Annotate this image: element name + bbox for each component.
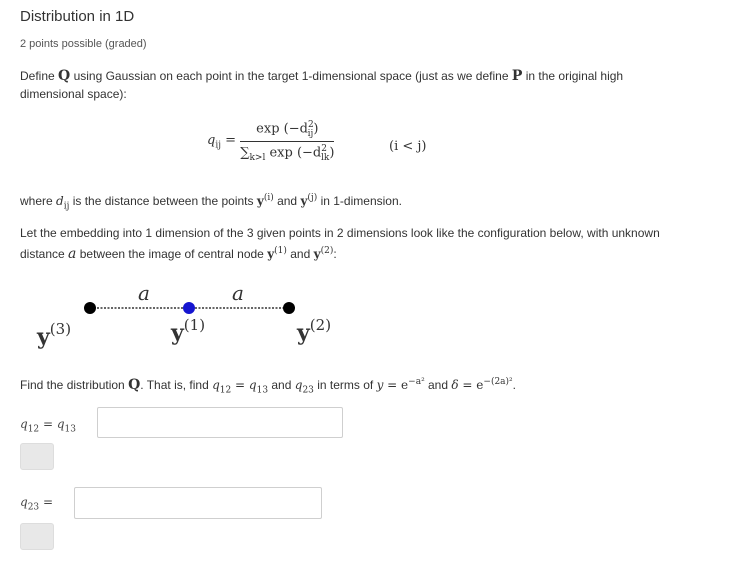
where-paragraph: where $d_{ij}$ is the distance between the points $y^{(i)}$ and $y^{(j)}$ in 1-dimension. <box>20 193 402 212</box>
label-y3: $y^{(3)}$ <box>37 320 72 350</box>
symbol-Q: Q <box>58 68 71 84</box>
intro-text: using Gaussian on each point in the target 1-dimensional space (just as we define <box>70 69 512 83</box>
answer-q23-preview-button[interactable] <box>20 523 54 550</box>
answer-q12-preview-button[interactable] <box>20 443 54 470</box>
answer-q23-input[interactable] <box>74 487 322 519</box>
label-y2: $y^{(2)}$ <box>297 316 332 346</box>
find-paragraph: Find the distribution Q. That is, find $q_{12} = q_{13}$ and $q_{23}$ in terms of $y = e^{-a^2}$ and $\delta = e^{-(2a)^2}$. <box>20 377 517 396</box>
formula-denominator: $\sum_{k>l}$ $\exp (-d^2_{lk})$ <box>240 143 335 163</box>
formula-numerator: $\exp (-d^2_{ij})$ <box>240 120 334 142</box>
node-y1 <box>183 302 195 314</box>
label-y1: $y^{(1)}$ <box>171 316 206 346</box>
label-a-left: a <box>138 281 150 305</box>
node-y3 <box>84 302 96 314</box>
answer-q12-label: $q_{12} = q_{13}$ <box>20 417 76 435</box>
embedding-paragraph: Let the embedding into 1 dimension of the 3 given points in 2 dimensions look like the configuration below, with unknown distance a between the image of central node $y^{(1)}$ and $y^{(2)}$: <box>20 226 660 262</box>
answer-q12-input[interactable] <box>97 407 343 438</box>
label-a-right: a <box>232 281 244 305</box>
problem-title: Distribution in 1D <box>20 8 135 25</box>
formula-fraction <box>240 120 334 163</box>
formula-condition: (i < j) <box>389 139 427 154</box>
intro-paragraph <box>20 67 720 103</box>
answer-q23-label: $q_{23}$ = <box>20 495 54 513</box>
qij-formula <box>207 120 334 163</box>
node-y2 <box>283 302 295 314</box>
intro-text: in the original high <box>522 69 624 83</box>
points-possible: 2 points possible (graded) <box>20 38 147 50</box>
embedding-diagram <box>0 270 743 360</box>
formula-lhs: $q_{ij}$ = <box>207 132 237 151</box>
intro-text: Define <box>20 69 59 83</box>
symbol-P: P <box>511 68 523 84</box>
intro-text: dimensional space): <box>20 87 127 101</box>
